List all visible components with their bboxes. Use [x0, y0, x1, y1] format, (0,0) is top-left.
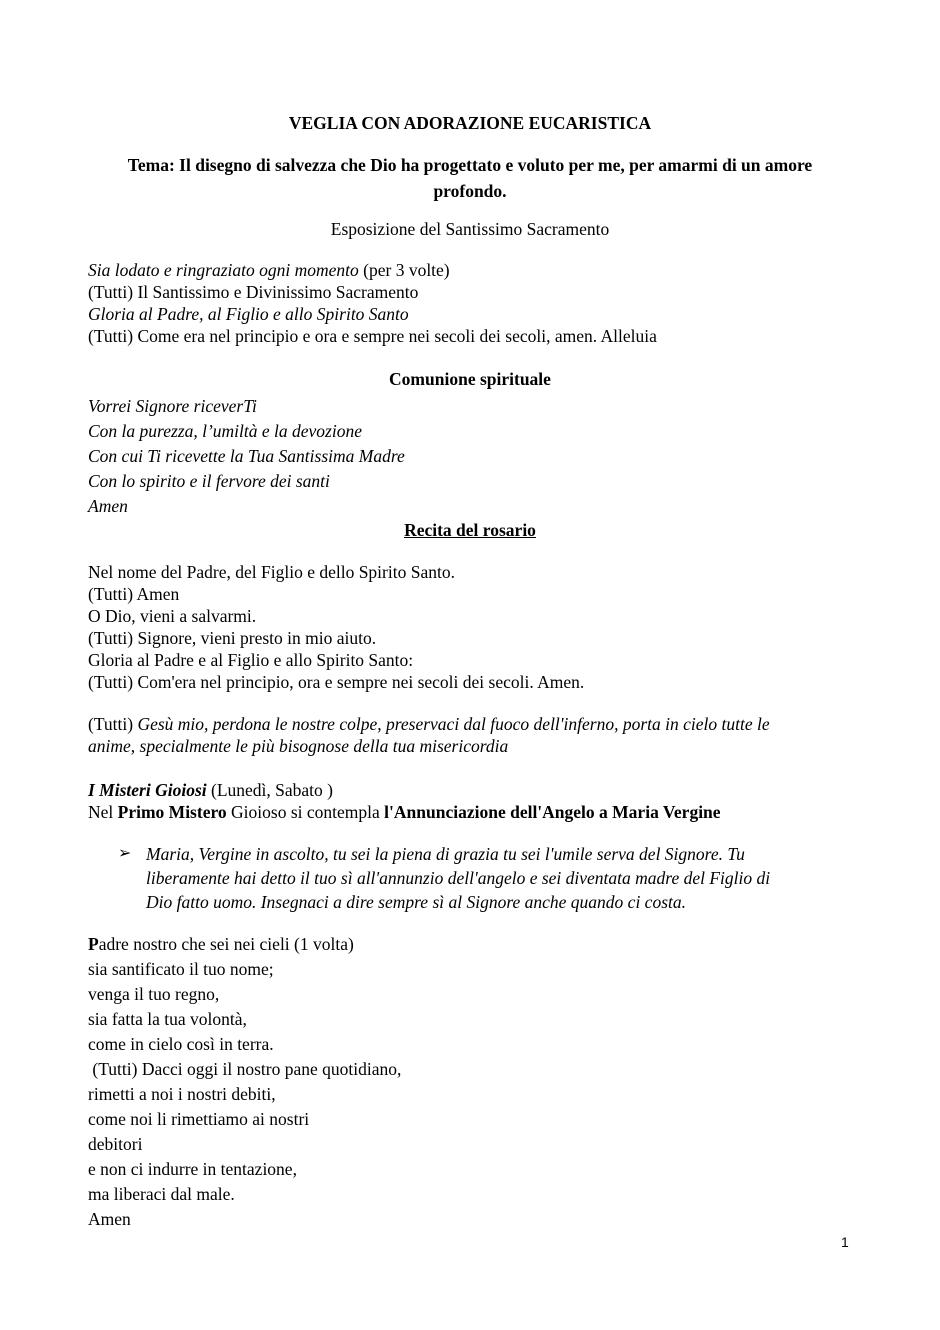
misteri-heading: I Misteri Gioiosi (Lunedì, Sabato ): [88, 780, 333, 800]
padre-nostro-line: come noi li rimettiamo ai nostri: [88, 1109, 310, 1129]
theme-heading: Tema: Il disegno di salvezza che Dio ha progettato e voluto per me, per amarmi di un amore profondo.: [127, 155, 813, 201]
rosario-line: (Tutti) Signore, vieni presto in mio aiuto.: [88, 628, 377, 648]
padre-nostro-line: debitori: [88, 1134, 143, 1154]
comunione-line: Con lo spirito e il fervore dei santi: [88, 471, 330, 491]
meditation-line: Dio fatto uomo. Insegnaci a dire sempre sì al Signore anche quando ci costa.: [146, 892, 686, 912]
fatima-prayer-line-1: (Tutti) Gesù mio, perdona le nostre colpe, preservaci dal fuoco dell'inferno, porta in cielo tutte le: [88, 714, 770, 734]
rosario-heading: Recita del rosario: [404, 520, 536, 540]
intro-line-3: Gloria al Padre, al Figlio e allo Spirito Santo: [88, 304, 409, 324]
intro-line-1: Sia lodato e ringraziato ogni momento (per 3 volte): [88, 260, 450, 280]
document-title: VEGLIA CON ADORAZIONE EUCARISTICA: [288, 113, 652, 133]
rosario-line: O Dio, vieni a salvarmi.: [88, 606, 257, 626]
fatima-prayer-line-2: anime, specialmente le più bisognose della tua misericordia: [88, 736, 509, 756]
comunione-heading: Comunione spirituale: [389, 369, 551, 389]
comunione-line: Con cui Ti ricevette la Tua Santissima Madre: [88, 446, 405, 466]
comunione-line: Amen: [88, 496, 128, 516]
padre-nostro-line: (Tutti) Dacci oggi il nostro pane quotidiano,: [88, 1059, 402, 1079]
comunione-line: Con la purezza, l’umiltà e la devozione: [88, 421, 362, 441]
rosario-line: (Tutti) Com'era nel principio, ora e sempre nei secoli dei secoli. Amen.: [88, 672, 585, 692]
arrow-bullet-icon: ➢: [118, 845, 132, 862]
rosario-line: (Tutti) Amen: [88, 584, 180, 604]
padre-nostro-line: rimetti a noi i nostri debiti,: [88, 1084, 276, 1104]
exposition-line: Esposizione del Santissimo Sacramento: [330, 219, 610, 239]
padre-nostro-line: e non ci indurre in tentazione,: [88, 1159, 297, 1179]
padre-nostro-line: venga il tuo regno,: [88, 984, 220, 1004]
padre-nostro-line: Amen: [88, 1209, 131, 1229]
intro-line-4: (Tutti) Come era nel principio e ora e sempre nei secoli dei secoli, amen. Alleluia: [88, 326, 657, 346]
meditation-line: liberamente hai detto il tuo sì all'annunzio dell'angelo e sei diventata madre del Figlio di: [146, 868, 771, 888]
intro-line-2: (Tutti) Il Santissimo e Divinissimo Sacramento: [88, 282, 419, 302]
rosario-line: Nel nome del Padre, del Figlio e dello Spirito Santo.: [88, 562, 455, 582]
comunione-line: Vorrei Signore riceverTi: [88, 396, 257, 416]
rosario-line: Gloria al Padre e al Figlio e allo Spirito Santo:: [88, 650, 414, 670]
padre-nostro-first-line: Padre nostro che sei nei cieli (1 volta): [88, 934, 354, 954]
padre-nostro-line: come in cielo così in terra.: [88, 1034, 274, 1054]
primo-mistero-line: Nel Primo Mistero Gioioso si contempla l'Annunciazione dell'Angelo a Maria Vergine: [88, 802, 721, 822]
page-number: 1: [841, 1234, 849, 1250]
padre-nostro-line: sia santificato il tuo nome;: [88, 959, 274, 979]
padre-nostro-line: ma liberaci dal male.: [88, 1184, 235, 1204]
meditation-line: Maria, Vergine in ascolto, tu sei la piena di grazia tu sei l'umile serva del Signore. Tu: [146, 844, 745, 864]
padre-nostro-line: sia fatta la tua volontà,: [88, 1009, 247, 1029]
